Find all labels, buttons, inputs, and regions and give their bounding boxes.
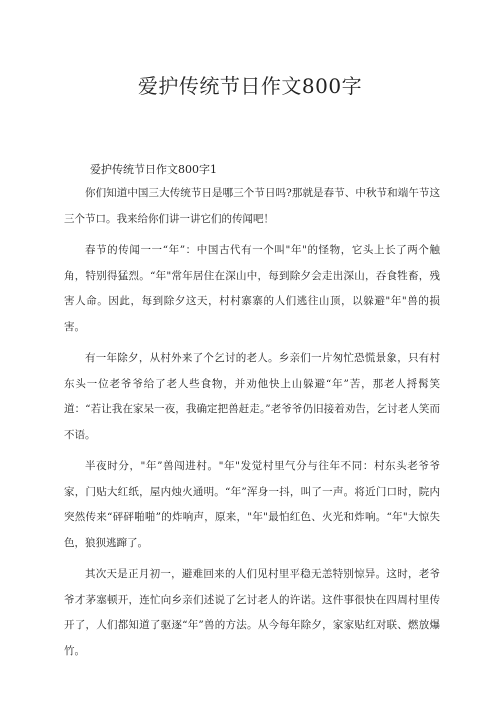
page-title: 爱护传统节日作文800字 <box>137 74 363 98</box>
essay-body <box>64 181 440 670</box>
paragraph-5: 其次天是正月初一，避难回来的人们见村里平稳无恙特别惊异。这时，老爷爷才茅塞顿开，连忙向乡亲们述说了乞讨老人的许诺。这件事很快在四周村里传开了，人们都知道了驱逐“年”兽的方法。从今每年除夕，家家贴红对联、燃放爆竹。 <box>64 568 440 657</box>
paragraph-3: 有一年除夕，从村外来了个乞讨的老人。乡亲们一片匆忙恐慌景象，只有村东头一位老爷爷给了老人些食物，并劝他快上山躲避“年”苦，那老人捋髯笑道：“若让我在家呆一夜，我确定把兽赶走。”老爷爷仍旧接着劝告，乞讨老人笑而不语。 <box>64 352 440 441</box>
paragraph-2: 春节的传闻一一“年”：中国古代有一个叫"年"的怪物，它头上长了两个触角，特别得猛烈。“年"常年居住在深山中，每到除夕会走出深山，吞食牲畜，残害人命。因此，每到除夕这天，村村寨寨的人们逃往山顶，以躲避"年"兽的损害。 <box>64 244 440 333</box>
paragraph-1: 你们知道中国三大传统节日是哪三个节日吗?那就是春节、中秋节和端午节这三个节口。我来给你们讲一讲它们的传闻吧！ <box>64 187 440 225</box>
essay-subtitle: 爱护传统节日作文800字1 <box>90 163 217 176</box>
paragraph-4: 半夜时分，"年”兽闯进村。"年"发觉村里气分与往年不同：村东头老爷爷家，门贴大红纸，屋内烛火通明。“年”浑身一抖，叫了一声。将近门口时，院内突然传来“砰砰啪啪”的炸响声，原来，"年"最怕红色、火光和炸响。“年"大惊失色，狼狈逃蹿了。 <box>64 460 440 549</box>
